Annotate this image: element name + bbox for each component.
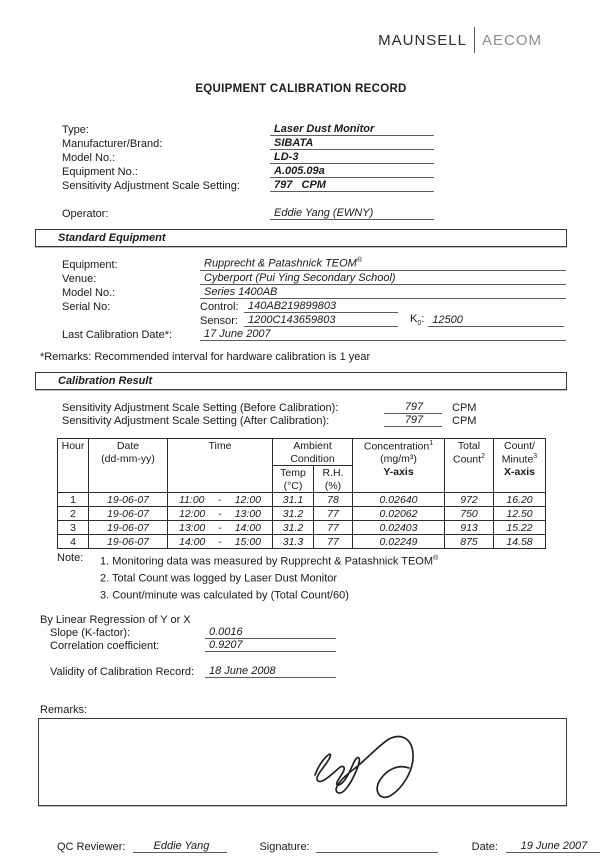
control-label: Control: <box>200 301 239 313</box>
field-venue <box>62 271 602 285</box>
field-label: Slope (K-factor): <box>50 627 131 640</box>
logo-maunsell: MAUNSELL <box>378 31 467 49</box>
col-ambient <box>273 439 353 466</box>
field-value: Eddie Yang (EWNY) <box>270 207 434 220</box>
k0-colon: : <box>421 312 425 325</box>
field-value: 797 CPM <box>270 179 434 192</box>
field-label: Last Calibration Date*: <box>62 329 173 341</box>
field-label: Correlation coefficient: <box>50 640 160 653</box>
calibration-data-table <box>57 438 546 549</box>
hardware-calibration-note: *Remarks: Recommended interval for hardware calibration is 1 year <box>40 351 371 363</box>
cell-rh: 77 <box>314 507 353 521</box>
col-count-axis: X-axis <box>504 465 535 478</box>
field-label: Equipment: <box>62 259 118 271</box>
col-ambient-line1: Ambient <box>293 440 332 452</box>
field-value: SIBATA <box>270 137 434 150</box>
note-label: Note: <box>57 552 84 565</box>
sensitivity-settings <box>62 401 602 427</box>
table-row <box>58 493 546 507</box>
field-value: A.005.09a <box>270 165 434 178</box>
time-start: 14:00 <box>179 535 206 548</box>
cell-hour: 4 <box>58 535 89 549</box>
control-serial-value: 140AB219899803 <box>244 300 398 313</box>
cell-concentration: 0.02249 <box>353 535 445 549</box>
col-rh-line2: (%) <box>324 479 342 492</box>
time-end: 13:00 <box>234 507 261 520</box>
time-separator: - <box>217 493 222 506</box>
col-rh-line1: R.H. <box>322 467 344 480</box>
cell-concentration: 0.02640 <box>353 493 445 507</box>
field-serial-sensor <box>62 313 602 327</box>
sensor-label: Sensor: <box>200 315 238 327</box>
time-end: 14:00 <box>234 521 261 534</box>
k0-label <box>410 313 428 327</box>
col-conc-axis: Y-axis <box>383 465 414 478</box>
registered-mark: ® <box>433 555 439 563</box>
time-separator: - <box>218 535 222 548</box>
table-header <box>58 439 546 493</box>
notes-section <box>57 552 602 602</box>
note-items <box>100 552 438 602</box>
col-hour: Hour <box>58 439 89 493</box>
qc-reviewer-label: QC Reviewer: <box>57 841 126 854</box>
cell-time <box>168 521 273 535</box>
field-label: Validity of Calibration Record: <box>50 666 195 679</box>
col-total-line2 <box>447 453 491 466</box>
cell-rh: 77 <box>314 521 353 535</box>
cell-total-count: 750 <box>445 507 494 521</box>
cell-rh: 78 <box>314 493 353 507</box>
col-temp <box>273 466 314 493</box>
regression-section <box>50 626 602 678</box>
time-separator: - <box>218 507 222 520</box>
col-ambient-line2: Condition <box>290 452 335 465</box>
time-end: 12:00 <box>234 493 261 506</box>
equipment-name: Rupprecht & Patashnick TEOM <box>204 258 357 270</box>
cell-hour: 1 <box>58 493 89 507</box>
field-slope <box>50 626 602 639</box>
col-total-main: Count <box>453 453 482 466</box>
note-item <box>100 552 438 569</box>
field-manufacturer <box>62 136 602 150</box>
field-label: Operator: <box>62 208 109 220</box>
section-header-calibration-result: Calibration Result <box>35 372 567 390</box>
cell-date: 19-06-07 <box>89 507 168 521</box>
field-value: 0.0016 <box>205 626 336 639</box>
cell-count-minute: 16.20 <box>494 493 546 507</box>
col-conc-unit: (mg/m³) <box>380 453 417 466</box>
field-label: Venue: <box>62 273 97 285</box>
k0-letter: K <box>410 312 418 325</box>
field-label: Equipment No.: <box>62 166 138 178</box>
unit-label: CPM <box>452 402 477 414</box>
cell-date: 19-06-07 <box>89 493 168 507</box>
col-concentration <box>353 439 445 493</box>
field-value: 0.9207 <box>205 639 336 652</box>
cell-total-count: 875 <box>445 535 494 549</box>
date-value: 19 June 2007 <box>506 840 600 853</box>
cell-time <box>168 507 273 521</box>
logo-aecom: AECOM <box>481 31 542 49</box>
col-date-line2: (dd-mm-yy) <box>101 452 155 465</box>
k0-subscript: 0 <box>417 320 422 327</box>
signoff-row <box>57 838 602 853</box>
registered-mark: ® <box>356 257 363 265</box>
col-conc-line1 <box>355 440 442 453</box>
field-value: Cyberport (Pui Ying Secondary School) <box>200 272 566 285</box>
cell-date: 19-06-07 <box>89 521 168 535</box>
field-label: Model No.: <box>62 287 116 299</box>
field-validity <box>50 665 602 678</box>
cell-temp: 31.2 <box>273 507 314 521</box>
cell-temp: 31.3 <box>273 535 314 549</box>
signature-label: Signature: <box>259 841 310 854</box>
time-start: 12:00 <box>179 507 206 520</box>
standard-equipment-section <box>62 257 602 341</box>
col-count-line1: Count/ <box>504 440 535 452</box>
field-value: 797 <box>384 401 442 414</box>
col-count-minute <box>494 439 546 493</box>
cell-count-minute: 14.58 <box>494 535 546 549</box>
field-correlation <box>50 639 602 652</box>
field-serial-control <box>62 299 602 313</box>
k0-value: 12500 <box>428 314 564 327</box>
field-label: Sensitivity Adjustment Scale Setting (Before Calibration): <box>62 402 339 414</box>
table-row <box>58 521 546 535</box>
section-header-standard-equipment: Standard Equipment <box>35 229 567 247</box>
remarks-label: Remarks: <box>40 704 88 717</box>
cell-rh: 77 <box>314 535 353 549</box>
signature-image <box>293 731 431 805</box>
cell-concentration: 0.02403 <box>353 521 445 535</box>
cell-count-minute: 12.50 <box>494 507 546 521</box>
field-after-calibration <box>62 414 602 427</box>
note-text: 1. Monitoring data was measured by Rupprecht & Patashnick TEOM <box>100 556 434 569</box>
field-std-equipment <box>62 257 602 271</box>
page-title: EQUIPMENT CALIBRATION RECORD <box>195 83 407 95</box>
cell-hour: 3 <box>58 521 89 535</box>
col-temp-line2: (°C) <box>283 479 303 492</box>
col-count-line2 <box>496 453 543 466</box>
col-rh <box>314 466 353 493</box>
sensor-serial-value: 1200C143659803 <box>244 314 398 327</box>
cell-time <box>168 535 273 549</box>
field-sensitivity-setting <box>62 178 602 192</box>
field-std-model <box>62 285 602 299</box>
time-end: 15:00 <box>234 535 261 548</box>
equipment-info-section <box>62 122 602 220</box>
col-date <box>89 439 168 493</box>
field-last-calibration <box>62 327 602 341</box>
note-item <box>100 586 438 603</box>
qc-reviewer-value: Eddie Yang <box>133 840 227 853</box>
field-label: Sensitivity Adjustment Scale Setting (After Calibration): <box>62 415 330 427</box>
regression-heading: By Linear Regression of Y or X <box>40 614 191 627</box>
note-text: 2. Total Count was logged by Laser Dust Monitor <box>100 572 338 585</box>
time-start: 13:00 <box>179 521 206 534</box>
col-total-line1: Total <box>457 440 481 452</box>
signature-line <box>316 840 438 853</box>
table-row <box>58 535 546 549</box>
field-before-calibration <box>62 401 602 414</box>
col-count-sup: 3 <box>533 452 538 460</box>
col-total-count <box>445 439 494 493</box>
field-equipment-no <box>62 164 602 178</box>
col-date-line1: Date <box>116 440 140 452</box>
cell-temp: 31.1 <box>273 493 314 507</box>
field-value: Laser Dust Monitor <box>270 123 434 136</box>
unit-label: CPM <box>452 415 477 427</box>
field-label: Serial No: <box>62 301 111 313</box>
time-start: 11:00 <box>179 493 205 506</box>
note-text: 3. Count/minute was calculated by (Total Count/60) <box>100 589 349 602</box>
cell-hour: 2 <box>58 507 89 521</box>
date-label: Date: <box>471 841 498 854</box>
field-type <box>62 122 602 136</box>
note-item <box>100 569 438 586</box>
company-logo <box>0 0 602 53</box>
field-value <box>200 257 566 271</box>
cell-date: 19-06-07 <box>89 535 168 549</box>
cell-time <box>168 493 273 507</box>
col-count-main: Minute <box>501 453 534 466</box>
col-total-sup: 2 <box>481 452 485 460</box>
field-label: Model No.: <box>62 152 116 164</box>
field-label: Type: <box>62 124 89 136</box>
field-value: 17 June 2007 <box>200 328 566 341</box>
col-conc-main: Concentration <box>363 440 430 453</box>
cell-total-count: 913 <box>445 521 494 535</box>
field-value: Series 1400AB <box>200 286 566 299</box>
field-model-no <box>62 150 602 164</box>
time-separator: - <box>218 521 222 534</box>
field-operator <box>62 206 602 220</box>
col-conc-sup: 1 <box>429 440 434 447</box>
field-value: LD-3 <box>270 151 434 164</box>
col-temp-line1: Temp <box>280 467 306 480</box>
table-row <box>58 507 546 521</box>
field-value: 797 <box>384 414 442 427</box>
field-label: Sensitivity Adjustment Scale Setting: <box>62 180 240 192</box>
col-time: Time <box>168 439 273 493</box>
logo-divider <box>474 27 475 53</box>
field-value: 18 June 2008 <box>205 665 336 678</box>
cell-count-minute: 15.22 <box>494 521 546 535</box>
cell-temp: 31.2 <box>273 521 314 535</box>
cell-total-count: 972 <box>445 493 494 507</box>
cell-concentration: 0.02062 <box>353 507 445 521</box>
field-label: Manufacturer/Brand: <box>62 138 163 150</box>
